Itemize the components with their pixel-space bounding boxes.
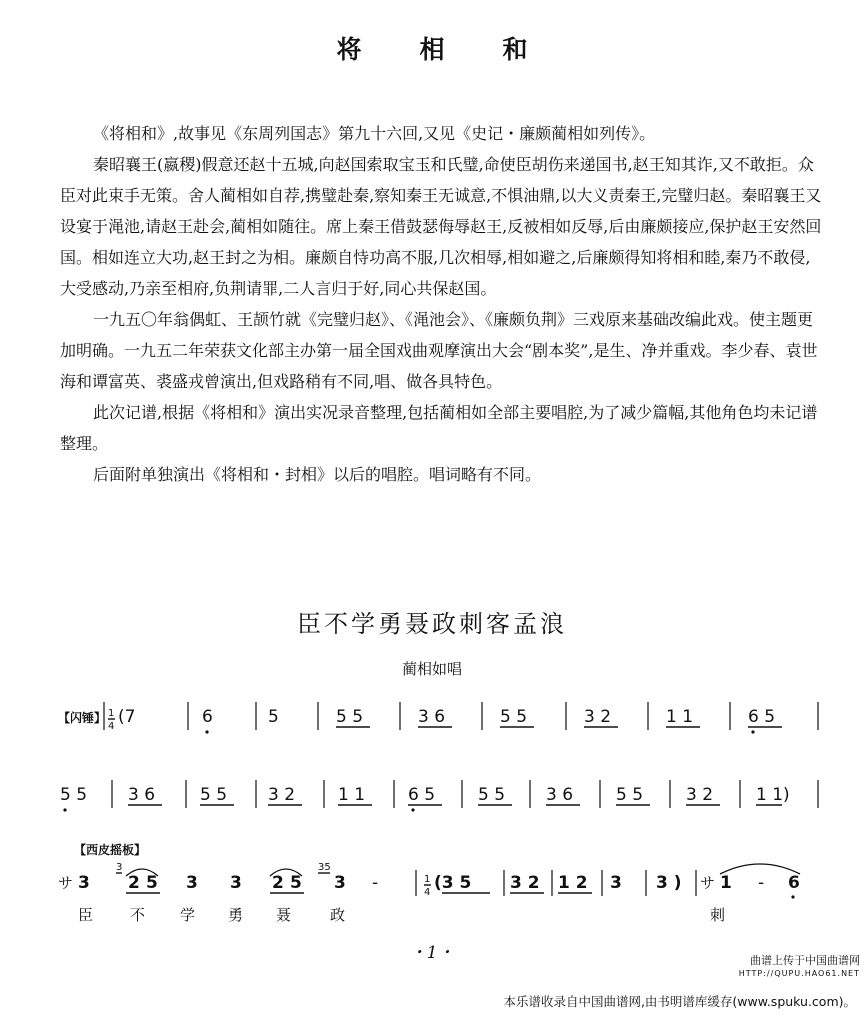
note: 1 1) bbox=[756, 785, 790, 805]
stamp-line: 曲谱上传于中国曲谱网 bbox=[750, 954, 860, 967]
lyric: 聂 bbox=[276, 906, 292, 924]
note: 3 bbox=[230, 873, 242, 893]
note: 3 2 bbox=[268, 785, 296, 805]
note: - bbox=[372, 873, 379, 893]
svg-text:4: 4 bbox=[108, 721, 115, 732]
lyric: 刺 bbox=[710, 906, 726, 924]
svg-text:1: 1 bbox=[424, 874, 431, 885]
note: 3 2 bbox=[584, 707, 612, 727]
low-octave-dot bbox=[751, 730, 754, 733]
low-octave-dot bbox=[63, 808, 66, 811]
note: 3 bbox=[78, 873, 90, 893]
note: 5 5 bbox=[478, 785, 506, 805]
paragraph: 《将相和》,故事见《东周列国志》第九十六回,又见《史记・廉颇蔺相如列传》。 bbox=[93, 124, 656, 143]
low-octave-dot bbox=[205, 730, 208, 733]
note: 5 bbox=[146, 873, 158, 893]
svg-text:1: 1 bbox=[108, 708, 115, 719]
note: 3 bbox=[186, 873, 198, 893]
page-title: 将相和 bbox=[336, 35, 586, 64]
lyric: 勇 bbox=[228, 906, 244, 924]
intro-text bbox=[60, 118, 822, 490]
banqiang-label: 【西皮摇板】 bbox=[74, 843, 147, 857]
time-signature bbox=[108, 708, 115, 732]
lyric: 臣 bbox=[78, 906, 94, 924]
note: 2 bbox=[272, 873, 284, 893]
note: 6 bbox=[202, 707, 213, 727]
paragraph: 此次记谱,根据《将相和》演出实况录音整理,包括蔺相如全部主要唱腔,为了减少篇幅,其他角色均未记谱整理。 bbox=[60, 403, 818, 453]
note: 3 6 bbox=[418, 707, 446, 727]
note: 1 bbox=[720, 873, 732, 893]
lyric: 学 bbox=[180, 906, 196, 924]
note: 3 bbox=[610, 873, 622, 893]
time-signature bbox=[424, 874, 431, 898]
note: 5 5 bbox=[616, 785, 644, 805]
note: 1 1 bbox=[338, 785, 366, 805]
note: 6 5 bbox=[748, 707, 776, 727]
note: 5 bbox=[290, 873, 302, 893]
note: 3 ) bbox=[656, 873, 682, 893]
svg-text:4: 4 bbox=[424, 887, 431, 898]
note: - bbox=[758, 873, 765, 893]
grace-note: 35 bbox=[318, 862, 331, 873]
free-rhythm-mark: サ bbox=[58, 874, 74, 892]
note: 1 1 bbox=[666, 707, 694, 727]
paragraph: 一九五〇年翁偶虹、王颉竹就《完璧归赵》、《渑池会》、《廉颇负荆》三戏原来基础改编此戏。使主题更加明确。一九五二年荣获文化部主办第一届全国戏曲观摩演出大会“剧本奖”,是生、净并重戏。李少春、袁世海和谭富英、裘盛戎曾演出,但戏路稍有不同,唱、做各具特色。 bbox=[60, 310, 818, 391]
note: 1 2 bbox=[558, 873, 588, 893]
note: 3 6 bbox=[128, 785, 156, 805]
footer-note: 本乐谱收录自中国曲谱网,由书明谱库缓存(www.spuku.com)。 bbox=[503, 994, 856, 1009]
note: 3 2 bbox=[510, 873, 540, 893]
note: 3 6 bbox=[546, 785, 574, 805]
paragraph: 后面附单独演出《将相和・封相》以后的唱腔。唱词略有不同。 bbox=[93, 465, 542, 484]
singer-label: 蔺相如唱 bbox=[401, 660, 462, 678]
note: 6 bbox=[788, 873, 800, 893]
lyric: 不 bbox=[130, 906, 146, 924]
note: 3 2 bbox=[686, 785, 714, 805]
note: 5 5 bbox=[200, 785, 228, 805]
note: 5 5 bbox=[60, 785, 88, 805]
note: 5 5 bbox=[500, 707, 528, 727]
free-rhythm-mark: サ bbox=[700, 874, 716, 892]
note: 5 5 bbox=[336, 707, 364, 727]
watermark-stamp bbox=[708, 954, 860, 980]
note: 6 5 bbox=[408, 785, 436, 805]
note: 3 bbox=[334, 873, 346, 893]
paragraph: 秦昭襄王(嬴稷)假意还赵十五城,向赵国索取宝玉和氏璧,命使臣胡伤来递国书,赵王知其诈,又不敢拒。众臣对此束手无策。舍人蔺相如自荐,携璧赴秦,察知秦王无诚意,不惧油鼎,以大义责秦王,完璧归赵。秦昭襄王又设宴于渑池,请赵王赴会,蔺相如随往。席上秦王借鼓瑟侮辱赵王,反被相如反辱,后由廉颇接应,保护赵王安然回国。相如连立大功,赵王封之为相。廉颇自恃功高不服,几次相辱,相如避之,后廉颇得知将相和睦,秦乃不敢侵,大受感动,乃亲至相府,负荆请罪,二人言归于好,同心共保赵国。 bbox=[60, 155, 822, 298]
note: 5 bbox=[268, 707, 279, 727]
page-number: ・1・ bbox=[409, 943, 455, 963]
lyric: 政 bbox=[330, 906, 346, 924]
stamp-url: HTTP://QUPU.HAO61.NET bbox=[738, 969, 860, 978]
note: (3 5 bbox=[434, 873, 472, 893]
low-octave-dot bbox=[791, 895, 794, 898]
low-octave-dot bbox=[411, 808, 414, 811]
note: (7 bbox=[118, 707, 136, 727]
song-title: 臣不学勇聂政刺客孟浪 bbox=[297, 610, 567, 638]
jianpu-score bbox=[0, 680, 864, 930]
grace-note: 3 bbox=[116, 862, 123, 873]
banqiang-label: 【闪锤】 bbox=[58, 711, 107, 725]
note: 2 bbox=[128, 873, 140, 893]
